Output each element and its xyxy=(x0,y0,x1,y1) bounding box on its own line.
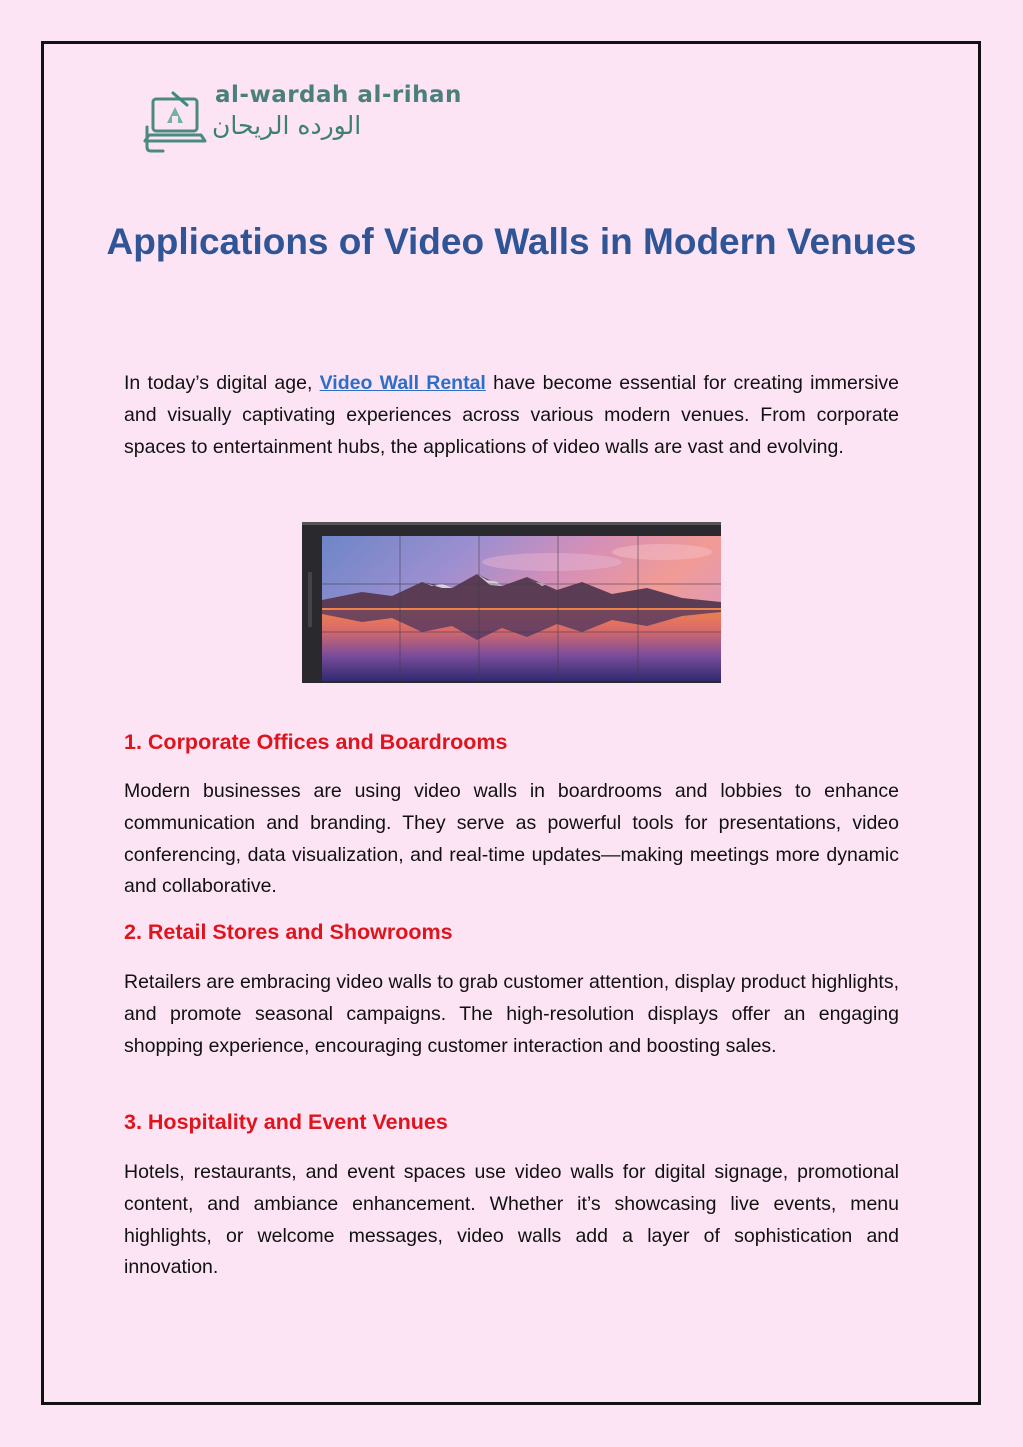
intro-text-after: have become essential for creating immersive and visually captivating experiences across various modern venues. From corporate spaces to entertainment hubs, the applications of video walls are vast and evolving. xyxy=(124,372,899,458)
video-wall-rental-link[interactable]: Video Wall Rental xyxy=(319,372,486,394)
intro-text-before: In today’s digital age, xyxy=(124,372,320,394)
section-body-corporate: Modern businesses are using video walls in boardrooms and lobbies to enhance communication and branding. They serve as powerful tools for presentations, video conferencing, data visualization, and real-time updates—making meetings more dynamic and collaborative. xyxy=(124,780,899,898)
intro-paragraph xyxy=(124,368,899,463)
video-wall-display-icon xyxy=(302,522,721,683)
section-body-retail: Retailers are embracing video walls to grab customer attention, display product highlights, and promote seasonal campaigns. The high-resolution displays offer an engaging shopping experience, encouraging customer interaction and boosting sales. xyxy=(124,971,899,1057)
section-heading-hospitality: 3. Hospitality and Event Venues xyxy=(124,1110,448,1134)
section-heading-corporate: 1. Corporate Offices and Boardrooms xyxy=(124,730,508,754)
section-body-hospitality: Hotels, restaurants, and event spaces use video walls for digital signage, promotional content, and ambiance enhancement. Whether it’s showcasing live events, menu highlights, or welcome messages, video walls add a layer of sophistication and innovation. xyxy=(124,1161,899,1279)
section-heading-retail: 2. Retail Stores and Showrooms xyxy=(124,920,453,944)
logo-name-english: al-wardah al-rihan xyxy=(215,82,462,108)
logo-name-arabic: الورده الريحان xyxy=(212,111,362,140)
page-title: Applications of Video Walls in Modern Venues xyxy=(106,221,917,262)
